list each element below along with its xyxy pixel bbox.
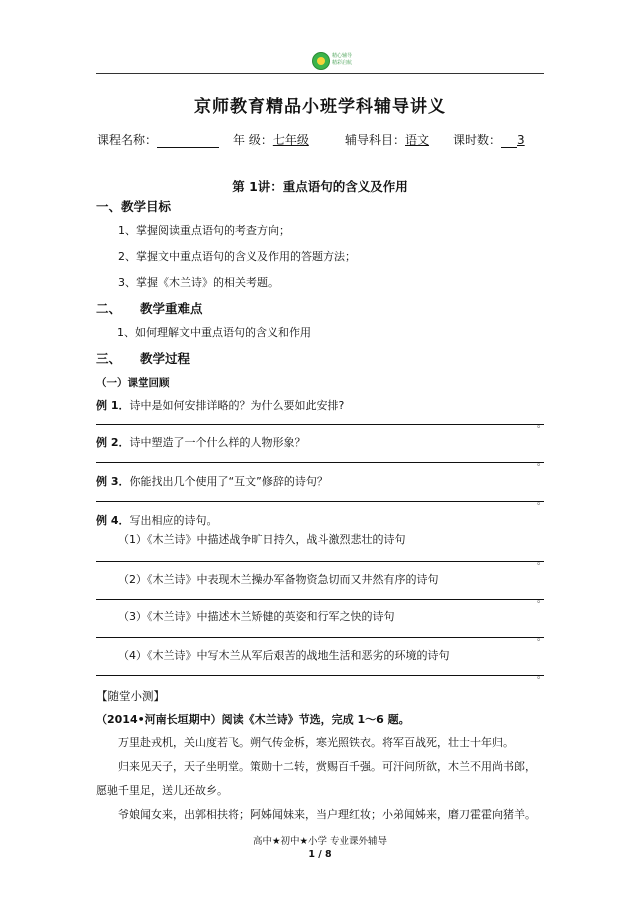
passage-line: 爷娘闻女来，出郭相扶将；阿姊闻妹来，当户理红妆；小弟闻姊来，磨刀霍霍向猪羊。 xyxy=(118,808,536,821)
answer-line xyxy=(96,675,544,676)
example-label: 例 3． xyxy=(96,475,130,488)
key-point-item: 1、如何理解文中重点语句的含义和作用 xyxy=(117,326,311,339)
hours-value: 3 xyxy=(517,133,525,147)
answer-line xyxy=(96,462,544,463)
page-title: 京师教育精品小班学科辅导讲义 xyxy=(194,97,446,117)
passage-line: 万里赴戎机，关山度若飞。朔气传金柝，寒光照铁衣。将军百战死，壮士十年归。 xyxy=(118,736,514,749)
line-end-mark: 。 xyxy=(537,633,547,643)
hours-field xyxy=(453,131,525,148)
review-heading: （一）课堂回顾 xyxy=(96,377,170,389)
page-number: 1 / 8 xyxy=(308,849,332,860)
passage-line: 愿驰千里足，送儿还故乡。 xyxy=(96,784,228,797)
goal-item: 3、掌握《木兰诗》的相关考题。 xyxy=(118,276,279,289)
line-end-mark: 。 xyxy=(537,671,547,681)
grade-label: 年 级： xyxy=(233,133,273,147)
process-heading: 教学过程 xyxy=(140,351,191,366)
example-1 xyxy=(96,397,344,413)
example-text: 诗中塑造了一个什么样的人物形象？ xyxy=(129,436,306,449)
example-label: 例 1． xyxy=(96,399,130,412)
course-name-blank xyxy=(157,147,219,148)
goals-heading: 一、教学目标 xyxy=(96,199,172,214)
subject-label: 辅导科目： xyxy=(345,133,406,147)
quiz-heading: 【随堂小测】 xyxy=(96,689,165,703)
header-divider xyxy=(96,73,544,74)
answer-line xyxy=(96,501,544,502)
line-end-mark: 。 xyxy=(537,497,547,507)
lesson-title: 第 1讲：重点语句的含义及作用 xyxy=(232,179,408,194)
process-heading-number: 三、 xyxy=(96,351,122,366)
logo-text-line-2: 精彩启航 xyxy=(332,60,353,66)
answer-line xyxy=(96,561,544,562)
example-label: 例 4． xyxy=(96,514,130,527)
sub-question: （4）《木兰诗》中写木兰从军后艰苦的战地生活和恶劣的环境的诗句 xyxy=(118,649,450,662)
school-logo-icon xyxy=(312,52,330,70)
footer-text: 高中★初中★小学 专业课外辅导 xyxy=(252,836,388,847)
answer-line xyxy=(96,424,544,425)
passage-line: 归来见天子，天子坐明堂。策勋十二转，赏赐百千强。可汗问所欲，木兰不用尚书郎， xyxy=(118,760,536,773)
subject-field xyxy=(345,131,429,148)
example-4 xyxy=(96,512,217,528)
key-heading-number: 二、 xyxy=(96,301,122,316)
sub-question: （1）《木兰诗》中描述战争旷日持久，战斗激烈悲壮的诗句 xyxy=(118,533,406,546)
answer-line xyxy=(96,637,544,638)
sub-question: （2）《木兰诗》中表现木兰操办军备物资急切而又井然有序的诗句 xyxy=(118,573,439,586)
example-3 xyxy=(96,473,328,489)
logo-text xyxy=(332,53,372,67)
example-label: 例 2． xyxy=(96,436,130,449)
goal-item: 1、掌握阅读重点语句的考查方向； xyxy=(118,224,290,237)
grade-field xyxy=(233,131,309,148)
example-text: 写出相应的诗句。 xyxy=(129,514,218,527)
example-2 xyxy=(96,434,305,450)
line-end-mark: 。 xyxy=(537,458,547,468)
key-heading: 教学重难点 xyxy=(140,301,203,316)
sub-question: （3）《木兰诗》中描述木兰矫健的英姿和行军之快的诗句 xyxy=(118,610,395,623)
grade-value: 七年级 xyxy=(272,133,309,147)
hours-label: 课时数： xyxy=(453,133,502,147)
line-end-mark: 。 xyxy=(537,557,547,567)
logo-text-line-1: 精心辅导 xyxy=(332,53,353,59)
goal-item: 2、掌握文中重点语句的含义及作用的答题方法； xyxy=(118,250,356,263)
example-text: 诗中是如何安排详略的？为什么要如此安排? xyxy=(129,399,345,412)
example-text: 你能找出几个使用了“互文”修辞的诗句？ xyxy=(129,475,328,488)
course-name-field xyxy=(97,131,219,148)
quiz-source: （2014•河南长垣期中）阅读《木兰诗》节选，完成 1～6 题。 xyxy=(96,713,410,726)
subject-value: 语文 xyxy=(405,133,430,147)
line-end-mark: 。 xyxy=(537,420,547,430)
answer-line xyxy=(96,599,544,600)
course-name-label: 课程名称： xyxy=(97,133,158,147)
line-end-mark: 。 xyxy=(537,595,547,605)
